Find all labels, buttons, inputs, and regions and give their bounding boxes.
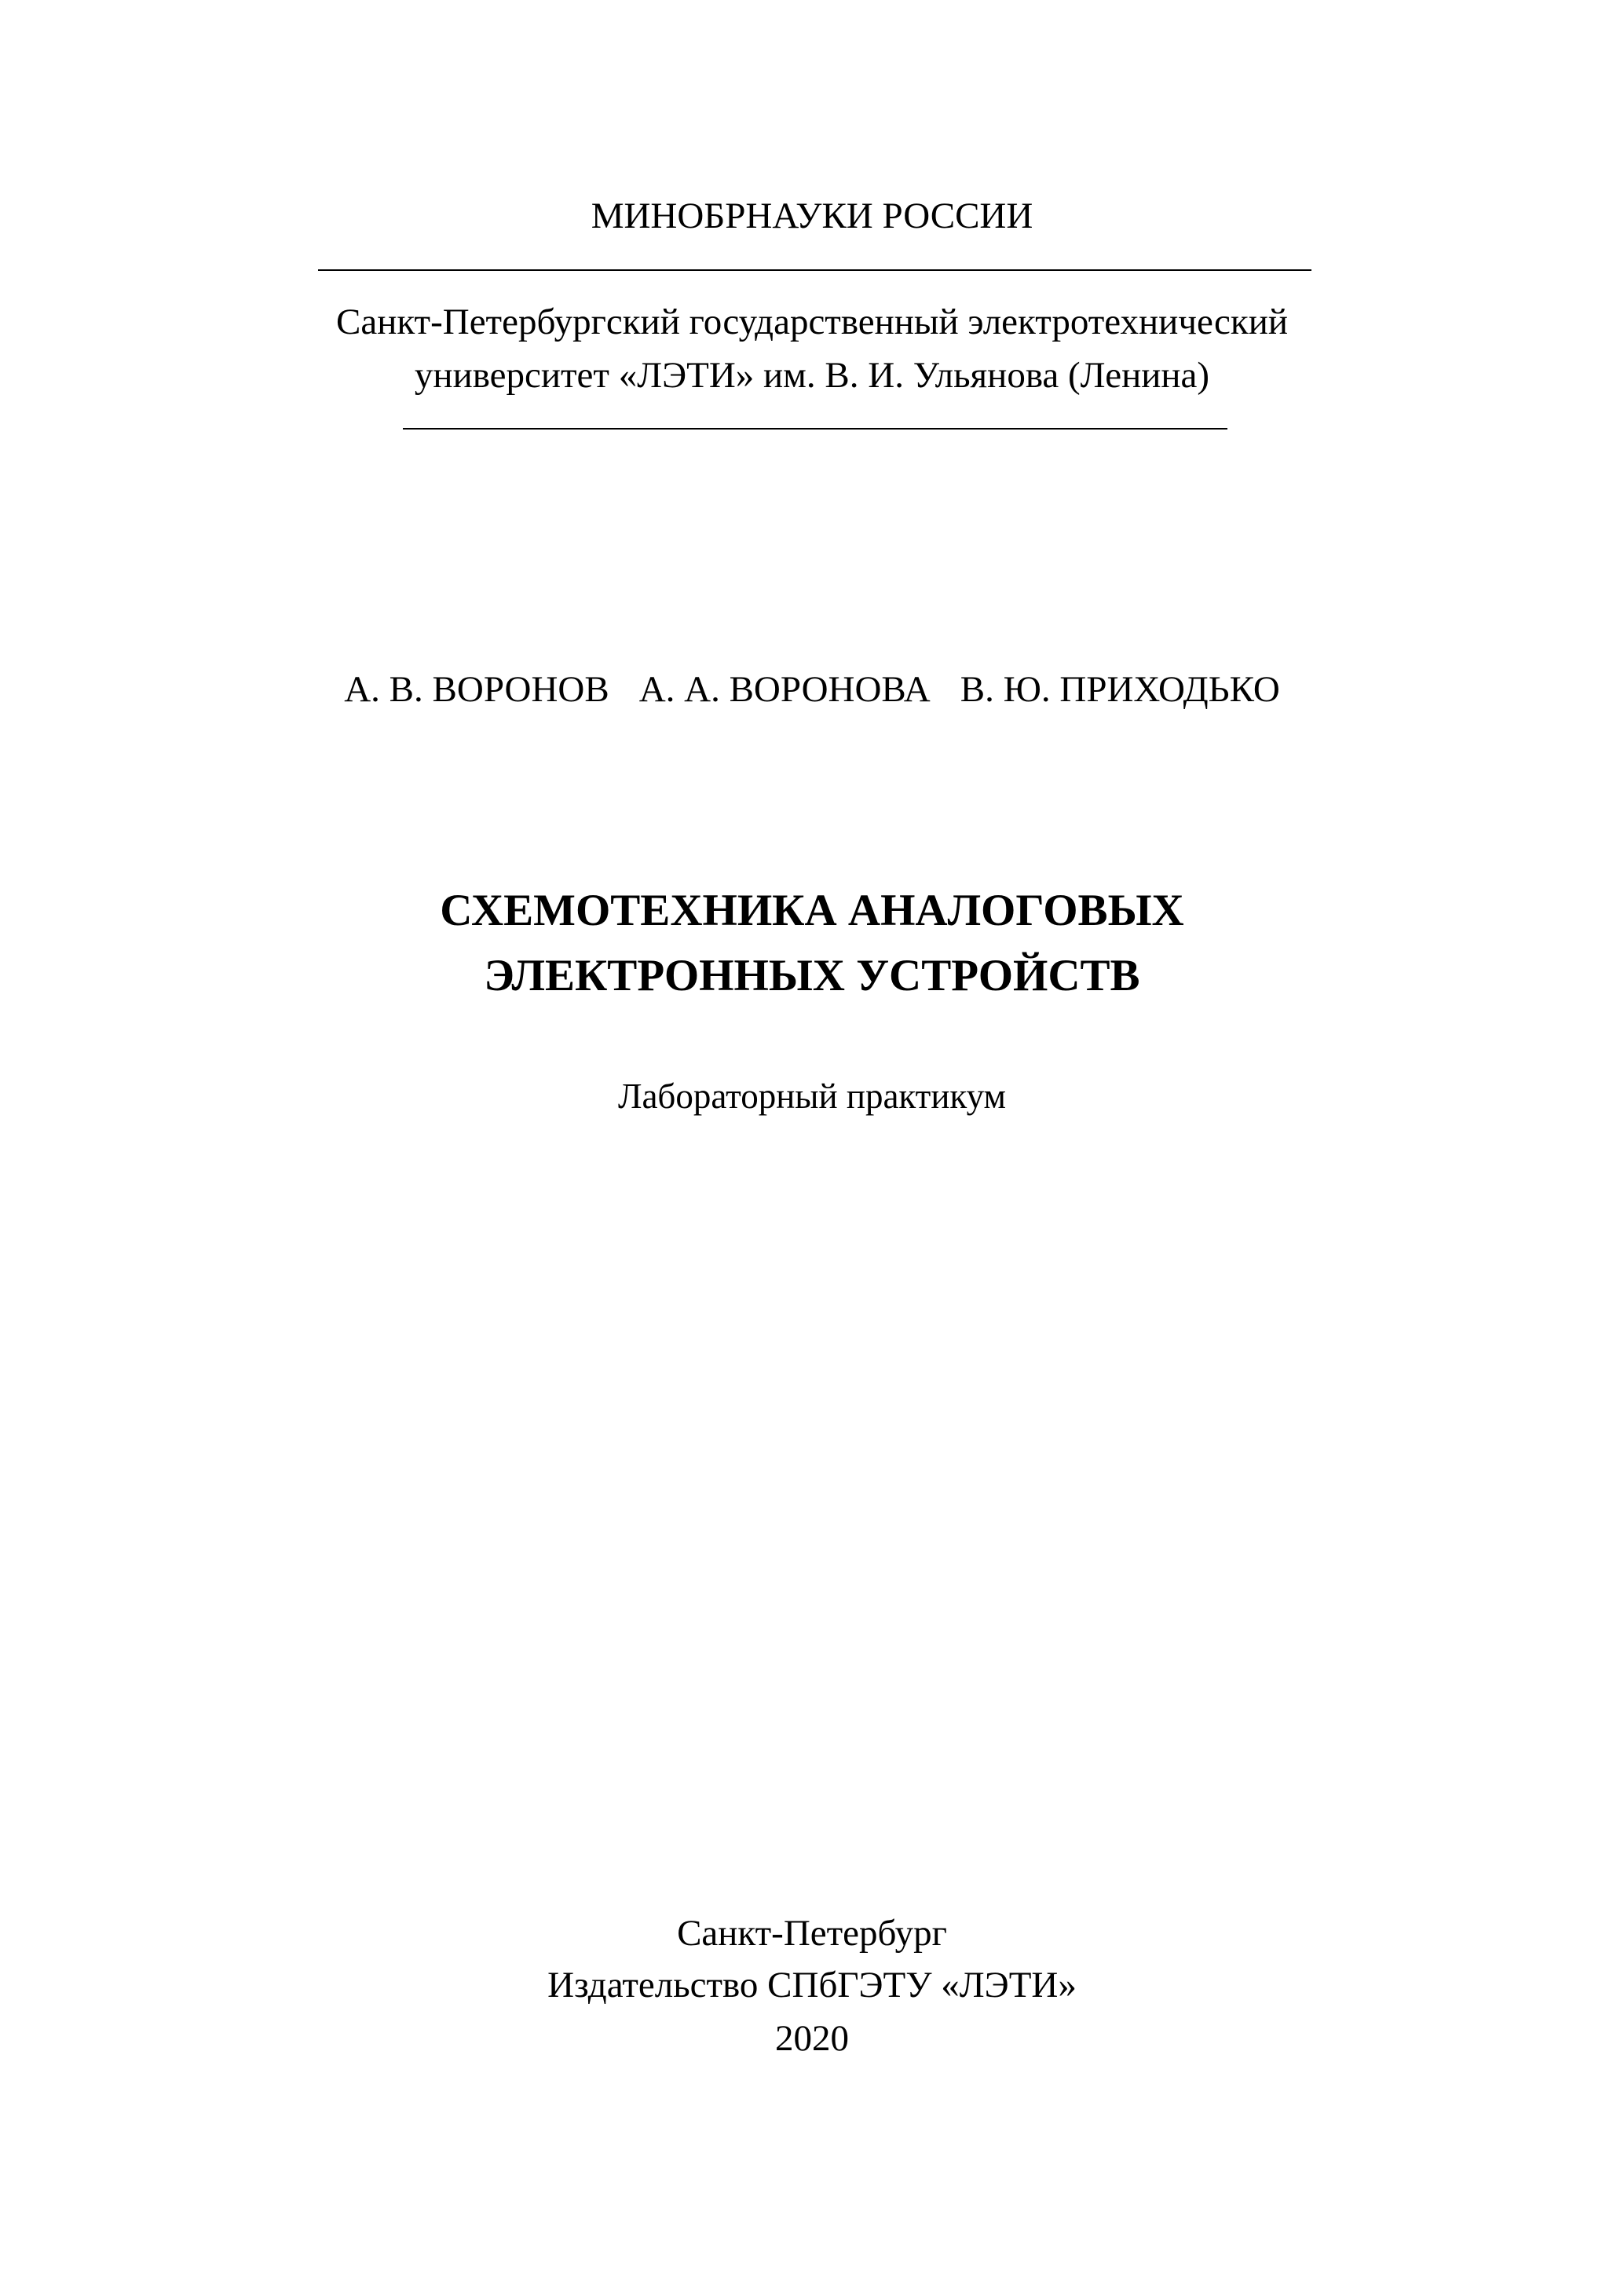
imprint-publisher: Издательство СПбГЭТУ «ЛЭТИ» — [547, 1965, 1077, 2005]
book-subtitle: Лабораторный практикум — [617, 1077, 1007, 1116]
author-name: А. В. ВОРОНОВ — [344, 669, 609, 710]
author-name: В. Ю. ПРИХОДЬКО — [960, 669, 1280, 710]
imprint-city: Санкт-Петербург — [677, 1913, 947, 1954]
ministry-name: МИНОБРНАУКИ РОССИИ — [591, 196, 1033, 236]
book-title-line-1: СХЕМОТЕХНИКА АНАЛОГОВЫХ — [440, 886, 1184, 935]
divider-rule-bottom — [403, 428, 1227, 430]
imprint-year: 2020 — [775, 2018, 849, 2059]
divider-rule-top — [318, 269, 1311, 271]
book-title-line-2: ЭЛЕКТРОННЫХ УСТРОЙСТВ — [484, 951, 1140, 1000]
authors-list — [0, 666, 1624, 713]
author-name: А. А. ВОРОНОВА — [638, 669, 931, 710]
university-name-line-1: Санкт-Петербургский государственный электротехнический — [335, 302, 1289, 342]
university-name-line-2: университет «ЛЭТИ» им. В. И. Ульянова (Ленина) — [414, 355, 1210, 396]
